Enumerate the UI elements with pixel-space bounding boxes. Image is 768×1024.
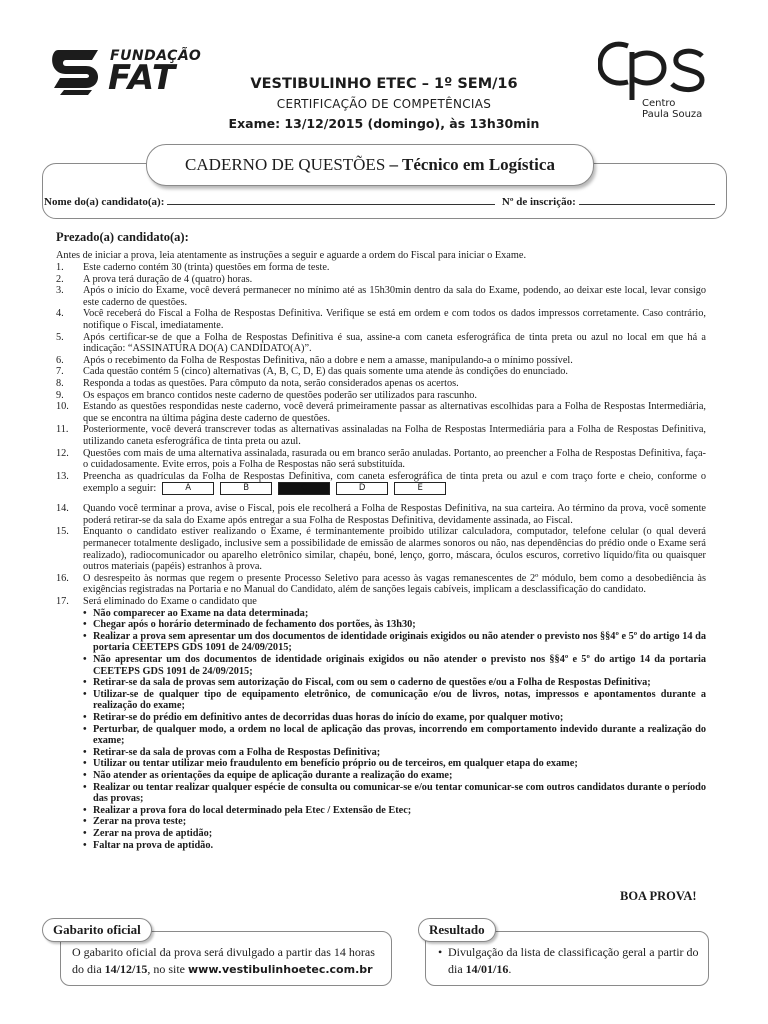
exam-title: VESTIBULINHO ETEC – 1º SEM/16	[250, 76, 518, 92]
instruction-item	[56, 285, 706, 308]
instruction-text: O desrespeito às normas que regem o presente Processo Seletivo para acesso às vagas remanescentes de 2º módulo, bem como a desobediência às exigências registradas na Portaria e no Manual do Candidato, além de sanções legais cabíveis, implicam a desclassificação do candidato.	[83, 572, 706, 596]
instructions-intro: Antes de iniciar a prova, leia atentamente as instruções a seguir e aguarde a ordem do Fiscal para iniciar o Exame.	[56, 250, 527, 261]
instruction-number: 11.	[56, 424, 69, 436]
instruction-number: 10.	[56, 401, 69, 413]
instruction-item	[56, 308, 706, 331]
instruction-text: Após certificar-se de que a Folha de Respostas Definitiva é sua, assine-a com caneta esferográfica de tinta preta ou azul no local em que há a indicação: “ASSINATURA DO(A) CANDIDATO(A)”.	[83, 331, 706, 355]
logo-fundacao-text: FUNDAÇÃO	[110, 48, 202, 64]
answer-box: A	[162, 482, 214, 495]
instruction-number: 2.	[56, 273, 64, 285]
answer-example	[162, 482, 452, 495]
instruction-item	[56, 378, 706, 390]
instruction-item	[56, 390, 706, 402]
instruction-text: Quando você terminar a prova, avise o Fiscal, pois ele recolherá a Folha de Respostas Definitiva, na sua carteira. Ao término da prova, você somente poderá retirar-se da sala do Exame após entregar a sua Folha de Respostas Definitiva, devidamente assinada, ao Fiscal.	[83, 503, 706, 526]
instruction-item	[56, 274, 706, 286]
name-label: Nome do(a) candidato(a):	[44, 196, 165, 208]
instruction-text: Após o início do Exame, você deverá permanecer no mínimo até as 15h30min dentro da sala do Exame, podendo, ao deixar este local, levar consigo este caderno de questões.	[83, 285, 706, 308]
elimination-item: • Realizar a prova fora do local determinado pela Etec / Extensão de Etec;	[83, 805, 706, 817]
answer-box: C	[278, 482, 330, 495]
inscricao-field[interactable]	[579, 196, 715, 205]
gabarito-date: 14/12/15	[104, 962, 148, 976]
instruction-text: Cada questão contém 5 (cinco) alternativas (A, B, C, D, E) das quais somente uma atende às condições do enunciado.	[83, 366, 568, 378]
fat-logo-icon	[52, 48, 104, 96]
caderno-title	[146, 144, 594, 186]
name-field[interactable]	[167, 196, 495, 205]
elimination-item: • Chegar após o horário determinado de fechamento dos portões, às 13h30;	[83, 619, 706, 631]
resultado-text: • Divulgação da lista de classificação geral a partir do dia 14/01/16.	[438, 945, 699, 976]
instruction-item	[56, 262, 706, 274]
elimination-item: • Realizar ou tentar realizar qualquer espécie de consulta ou comunicar-se e/ou tentar comunicar-se com outros candidatos durante o período das provas;	[83, 782, 706, 805]
instruction-number: 16.	[56, 572, 69, 584]
fundacao-fat-logo	[52, 44, 202, 104]
instruction-item	[56, 526, 706, 572]
instruction-text: A prova terá duração de 4 (quatro) horas.	[83, 273, 253, 285]
instruction-text: Enquanto o candidato estiver realizando o Exame, é terminantemente proibido utilizar calculadora, computador, telefone celular (o qual deverá permanecer totalmente desligado, inclusive sem a possibilidade de emissão de alarmes sonoros ou não, nas dependências do prédio onde o Exame será realizado), radiocomunicador ou aparelho eletrônico similar, chapéu, boné, lenço, gorro, máscara, óculos escuros, corretivo líquido/fita ou quaisquer outros materiais (papéis) estranhos à prova.	[83, 526, 706, 573]
instruction-number: 3.	[56, 285, 64, 297]
elimination-item: • Não atender as orientações da equipe de aplicação durante a realização do exame;	[83, 770, 706, 782]
instructions-heading: Prezado(a) candidato(a):	[56, 230, 189, 244]
gabarito-tag: Gabarito oficial	[42, 918, 152, 942]
instruction-item	[56, 424, 706, 447]
elimination-item: • Zerar na prova teste;	[83, 816, 706, 828]
elimination-item: • Retirar-se do prédio em definitivo antes de decorridas duas horas do início do exame, por qualquer motivo;	[83, 712, 706, 724]
instruction-item	[56, 471, 706, 496]
centro-paula-souza-logo	[598, 40, 718, 120]
instruction-number: 13.	[56, 470, 69, 482]
exam-date: Exame: 13/12/2015 (domingo), às 13h30min	[228, 116, 540, 131]
instruction-text: Será eliminado do Exame o candidato que	[83, 596, 257, 608]
answer-box: E	[394, 482, 446, 495]
instruction-text: Responda a todas as questões. Para cômputo da nota, serão considerados apenas os acertos.	[83, 377, 459, 389]
elimination-item: • Zerar na prova de aptidão;	[83, 828, 706, 840]
elimination-item: • Não apresentar um dos documentos de identidade originais exigidos ou não atender o previsto nos §§4º e 5º do artigo 14 da portaria CEETEPS GDS 1091 de 24/09/2015;	[83, 654, 706, 677]
gabarito-text: O gabarito oficial da prova será divulgado a partir das 14 horas do dia 14/12/15, no site www.vestibulinhoetec.com.br	[72, 945, 375, 976]
instruction-text: Estando as questões respondidas neste caderno, você deverá primeiramente passar as alternativas escolhidas para a Folha de Respostas Intermediária, que se encontra na última página deste caderno de questões.	[83, 401, 706, 424]
logo-fat-text: FAT	[108, 58, 177, 98]
instruction-item	[56, 401, 706, 424]
instruction-text: Você receberá do Fiscal a Folha de Respostas Definitiva. Verifique se está em ordem e com todos os dados impressos corretamente. Caso contrário, notifique o Fiscal, imediatamente.	[83, 308, 706, 331]
candidate-info-row	[44, 196, 724, 208]
elimination-item: • Retirar-se da sala de provas sem autorização do Fiscal, com ou sem o caderno de questões e/ou a Folha de Respostas Definitiva;	[83, 677, 706, 689]
instruction-item	[56, 355, 706, 367]
instructions-list	[56, 262, 706, 851]
boa-prova-text: BOA PROVA!	[620, 889, 697, 903]
answer-box: D	[336, 482, 388, 495]
instruction-text: Questões com mais de uma alternativa assinalada, rasurada ou em branco serão anuladas. Portanto, ao preencher a Folha de Respostas Definitiva, faça-o cuidadosamente. Evite erros, pois a Folha de Respostas não será substituída.	[83, 447, 706, 471]
instruction-item	[56, 573, 706, 596]
course-name: Técnico em Logística	[401, 155, 555, 174]
instruction-number: 6.	[56, 354, 64, 366]
elimination-item: • Realizar a prova sem apresentar um dos documentos de identidade originais exigidos ou não atender o previsto nos §§4º e 5º do artigo 14 da portaria CEETEPS GDS 1091 de 24/09/2015;	[83, 631, 706, 654]
instruction-number: 5.	[56, 331, 64, 343]
elimination-item: • Utilizar-se de qualquer tipo de equipamento eletrônico, de comunicação e/ou de livros, notas, impressos e apontamentos durante a realização do exame;	[83, 689, 706, 712]
caderno-separator: –	[385, 155, 402, 174]
elimination-item: • Retirar-se da sala de provas com a Folha de Respostas Definitiva;	[83, 747, 706, 759]
resultado-date: 14/01/16	[465, 962, 509, 976]
elimination-item: • Faltar na prova de aptidão.	[83, 840, 706, 852]
instruction-item	[56, 503, 706, 526]
instruction-item	[56, 596, 706, 851]
instruction-number: 7.	[56, 366, 64, 378]
instruction-text: Os espaços em branco contidos neste caderno de questões poderão ser utilizados para rascunho.	[83, 389, 478, 401]
instruction-number: 1.	[56, 262, 64, 273]
instruction-item	[56, 332, 706, 355]
instruction-number: 17.	[56, 596, 69, 608]
instruction-text: Preencha as quadrículas da Folha de Respostas Definitiva, com caneta esferográfica de tinta preta ou azul e com traço forte e cheio, conforme o exemplo a seguir:	[83, 470, 706, 495]
instruction-number: 4.	[56, 308, 64, 320]
instruction-number: 12.	[56, 447, 69, 459]
instruction-item	[56, 448, 706, 471]
inscricao-label: Nº de inscrição:	[501, 196, 576, 208]
instruction-text: Após o recebimento da Folha de Respostas Definitiva, não a dobre e nem a amasse, manipulando-a o mínimo possível.	[83, 354, 573, 366]
instruction-text: Posteriormente, você deverá transcrever todas as alternativas assinaladas na Folha de Respostas Intermediária para a Folha de Respostas Definitiva, utilizando caneta esferográfica de tinta preta ou azul.	[83, 424, 706, 447]
elimination-item: • Perturbar, de qualquer modo, a ordem no local de aplicação das provas, incorrendo em comportamento indevido durante a realização do exame;	[83, 724, 706, 747]
cps-logo-text: Centro Paula Souza	[642, 98, 703, 120]
resultado-tag: Resultado	[418, 918, 496, 942]
elimination-item: • Utilizar ou tentar utilizar meio fraudulento em benefício próprio ou de terceiros, em qualquer etapa do exame;	[83, 758, 706, 770]
cps-logo-icon	[598, 40, 706, 100]
gabarito-site-link[interactable]: www.vestibulinhoetec.com.br	[188, 963, 373, 976]
answer-box: B	[220, 482, 272, 495]
instruction-item	[56, 366, 706, 378]
instruction-number: 14.	[56, 503, 69, 515]
instruction-number: 9.	[56, 389, 64, 401]
instruction-number: 15.	[56, 526, 69, 538]
caderno-prefix: CADERNO DE QUESTÕES	[185, 155, 386, 174]
elimination-item: • Não comparecer ao Exame na data determinada;	[83, 608, 706, 620]
instruction-text: Este caderno contém 30 (trinta) questões em forma de teste.	[83, 262, 330, 273]
instruction-number: 8.	[56, 377, 64, 389]
exam-subtitle: CERTIFICAÇÃO DE COMPETÊNCIAS	[276, 97, 492, 111]
elimination-list	[83, 608, 706, 851]
bullet-icon: •	[438, 945, 443, 959]
